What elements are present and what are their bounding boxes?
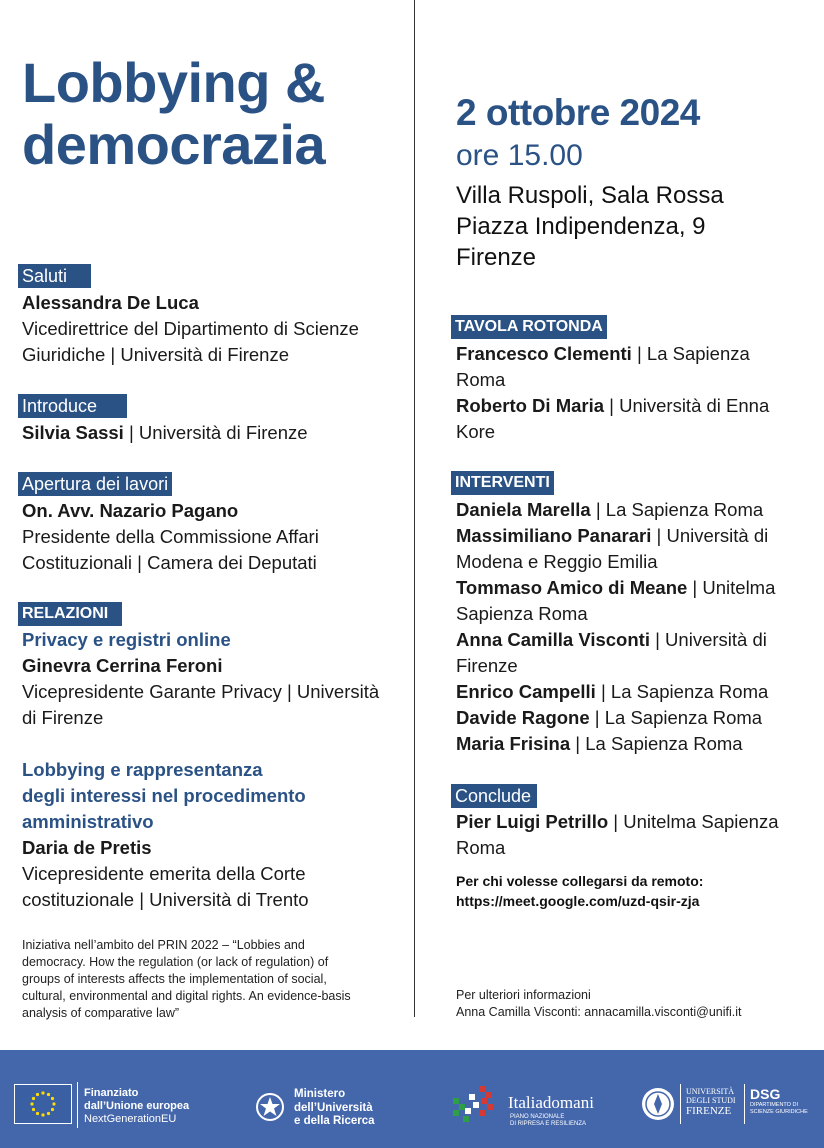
intervento-6: Davide Ragone | La Sapienza Roma	[456, 707, 763, 728]
saluti-name: Alessandra De Luca	[22, 292, 199, 313]
relazione-1-title: Privacy e registri online	[22, 629, 231, 650]
venue-line-3: Firenze	[456, 244, 537, 271]
section-apertura	[18, 472, 172, 496]
intervento-5: Enrico Campelli | La Sapienza Roma	[456, 681, 769, 702]
tavola-tag: TAVOLA ROTONDA	[451, 315, 607, 339]
title-line-2: democrazia	[22, 113, 326, 176]
italian-emblem-icon	[254, 1089, 286, 1125]
relazione-1-role-2: di Firenze	[22, 707, 104, 728]
eu-line-3: NextGenerationEU	[84, 1113, 177, 1125]
conclude-affil: | Unitelma Sapienza	[608, 811, 779, 832]
intervento-1: Daniela Marella | La Sapienza Roma	[456, 499, 764, 520]
relazioni-tag: RELAZIONI	[18, 602, 122, 626]
remote-label: Per chi volesse collegarsi da remoto:	[456, 873, 704, 889]
interventi-block	[456, 497, 775, 757]
column-divider	[414, 0, 415, 1017]
eu-flag-icon	[14, 1084, 72, 1124]
relazione-2-title-1: Lobbying e rappresentanza	[22, 759, 263, 780]
intervento-7: Maria Frisina | La Sapienza Roma	[456, 733, 743, 754]
conclude-name: Pier Luigi Petrillo	[456, 811, 609, 832]
mur-text	[294, 1088, 375, 1129]
saluti-block	[22, 290, 359, 368]
introduce-tag: Introduce	[18, 394, 127, 418]
info-label: Per ulteriori informazioni	[456, 988, 591, 1002]
remote-info	[456, 871, 703, 911]
tavola-p1-affil: | La Sapienza	[631, 343, 750, 364]
prin-line-2: democracy. How the regulation (or lack of regulation) of	[22, 955, 329, 969]
prin-note	[22, 937, 351, 1022]
relazione-1	[22, 627, 379, 731]
mur-line-2: dell’Università	[294, 1101, 373, 1114]
apertura-tag: Apertura dei lavori	[18, 472, 172, 496]
relazione-2-title-3: amministrativo	[22, 811, 154, 832]
section-introduce	[18, 394, 127, 418]
mur-line-1: Ministero	[294, 1088, 346, 1100]
tavola-p2-name: Roberto Di Maria	[456, 395, 605, 416]
relazione-1-role-1: Vicepresidente Garante Privacy | Università	[22, 681, 380, 702]
prin-line-1: Iniziativa nell’ambito del PRIN 2022 – “Lobbies and	[22, 938, 305, 952]
page-title	[22, 52, 325, 176]
saluti-role-1: Vicedirettrice del Dipartimento di Scienze	[22, 318, 359, 339]
eu-separator	[77, 1082, 78, 1128]
tavola-p1-name: Francesco Clementi	[456, 343, 632, 364]
italiadomani-sub: PIANO NAZIONALE DI RIPRESA E RESILIENZA	[510, 1114, 587, 1127]
italiadomani-logo-icon	[449, 1080, 505, 1128]
prin-line-4: cultural, environmental and digital rights. An evidence-basis	[22, 989, 351, 1003]
conclude-affil-2: Roma	[456, 837, 506, 858]
intervento-2-affil-2: Modena e Reggio Emilia	[456, 551, 658, 572]
introduce-affiliation: | Università di Firenze	[123, 422, 308, 443]
dsg-separator	[744, 1084, 745, 1124]
section-relazioni	[18, 602, 122, 626]
title-line-1: Lobbying &	[22, 51, 325, 114]
section-interventi	[451, 471, 554, 495]
tavola-block	[456, 341, 769, 445]
intervento-4-affil-2: Firenze	[456, 655, 518, 676]
unifi-seal-icon	[640, 1084, 676, 1124]
conclude-block	[456, 809, 779, 861]
tavola-p1-affil-2: Roma	[456, 369, 506, 390]
section-tavola-rotonda	[451, 315, 607, 339]
info-contact: Anna Camilla Visconti: annacamilla.visconti@unifi.it	[456, 1005, 742, 1019]
event-venue	[456, 180, 724, 273]
relazione-2-role-2: costituzionale | Università di Trento	[22, 889, 309, 910]
saluti-role-2: Giuridiche | Università di Firenze	[22, 344, 289, 365]
event-time: ore 15.00	[456, 139, 583, 172]
venue-line-2: Piazza Indipendenza, 9	[456, 213, 706, 240]
unifi-separator	[680, 1084, 681, 1124]
event-date: 2 ottobre 2024	[456, 92, 700, 133]
relazione-2-title-2: degli interessi nel procedimento	[22, 785, 306, 806]
prin-line-5: analysis of comparative law”	[22, 1006, 180, 1020]
eu-text	[84, 1087, 189, 1126]
apertura-name: On. Avv. Nazario Pagano	[22, 500, 239, 521]
intervento-4: Anna Camilla Visconti | Università di	[456, 629, 767, 650]
apertura-block	[22, 498, 319, 576]
unifi-text: UNIVERSITÀ DEGLI STUDI FIRENZE	[686, 1087, 736, 1117]
intervento-3: Tommaso Amico di Meane | Unitelma	[456, 577, 776, 598]
section-saluti	[18, 264, 91, 288]
apertura-role-2: Costituzionali | Camera dei Deputati	[22, 552, 317, 573]
saluti-tag: Saluti	[18, 264, 91, 288]
apertura-role-1: Presidente della Commissione Affari	[22, 526, 319, 547]
relazione-2-role-1: Vicepresidente emerita della Corte	[22, 863, 306, 884]
relazione-1-speaker: Ginevra Cerrina Feroni	[22, 655, 223, 676]
tavola-p2-affil-2: Kore	[456, 421, 496, 442]
tavola-p2-affil: | Università di Enna	[604, 395, 770, 416]
remote-link[interactable]: https://meet.google.com/uzd-qsir-zja	[456, 893, 700, 909]
mur-line-3: e della Ricerca	[294, 1115, 375, 1127]
intervento-2: Massimiliano Panarari | Università di	[456, 525, 769, 546]
intervento-3-affil-2: Sapienza Roma	[456, 603, 588, 624]
prin-line-3: groups of interests affects the implementation of social,	[22, 972, 327, 986]
relazione-2-speaker: Daria de Pretis	[22, 837, 152, 858]
section-conclude	[451, 784, 537, 808]
eu-line-1: Finanziato	[84, 1087, 139, 1099]
introduce-block	[22, 420, 308, 446]
eu-line-2: dall’Unione europea	[84, 1100, 190, 1112]
introduce-name: Silvia Sassi	[22, 422, 124, 443]
interventi-tag: INTERVENTI	[451, 471, 554, 495]
venue-line-1: Villa Ruspoli, Sala Rossa	[456, 182, 724, 209]
dsg-logo: DSG DIPARTIMENTO DI SCIENZE GIURIDICHE	[750, 1086, 808, 1115]
italiadomani-brand: Italiadomani	[508, 1093, 594, 1112]
relazione-2	[22, 757, 309, 913]
contact-info	[456, 987, 742, 1021]
conclude-tag: Conclude	[451, 784, 537, 808]
